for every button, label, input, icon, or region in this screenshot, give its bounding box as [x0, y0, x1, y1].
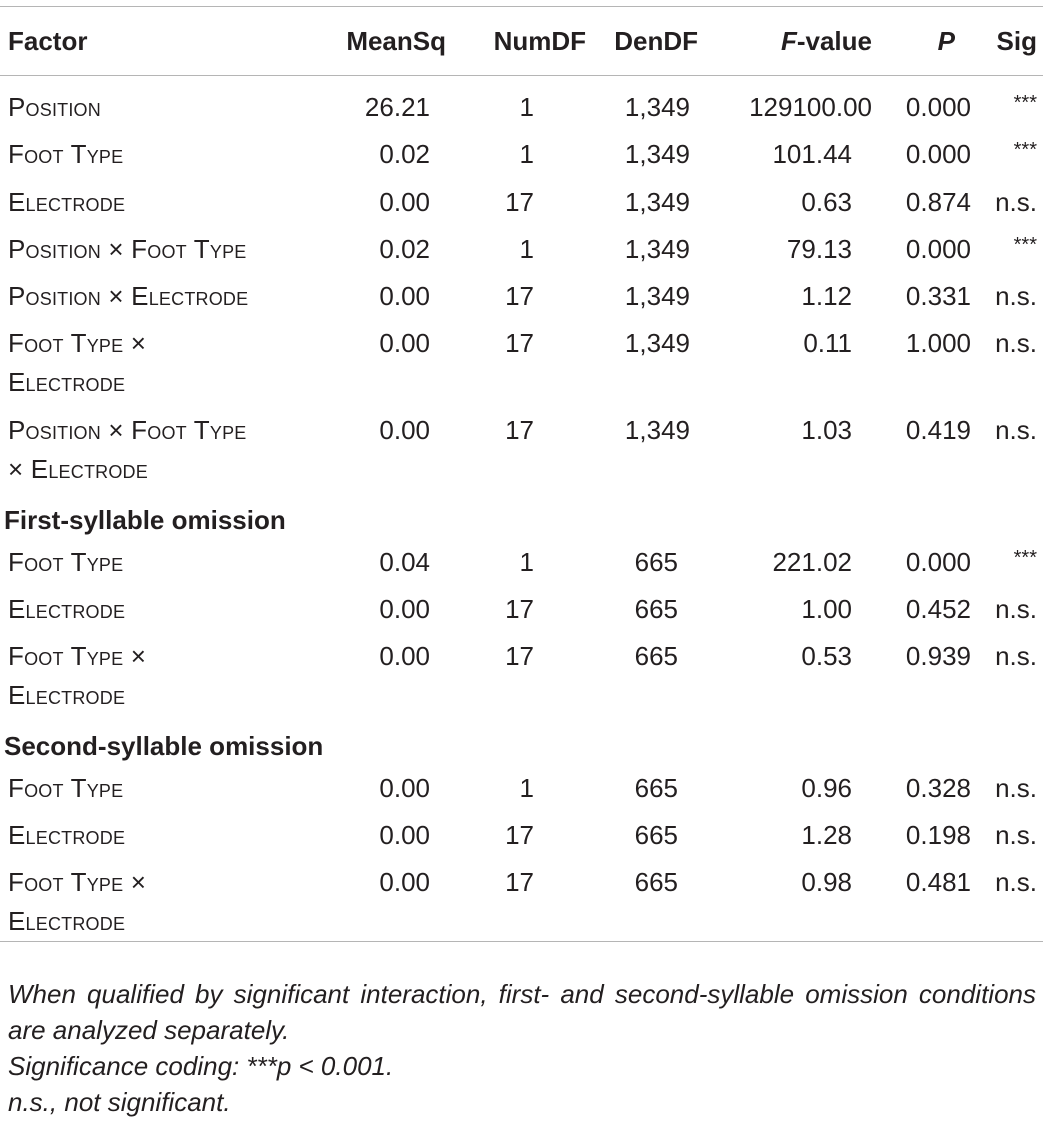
p-cell: 0.481 — [905, 867, 971, 898]
meansq-cell: 0.00 — [379, 772, 430, 803]
table-body — [0, 76, 1043, 942]
section-title: First-syllable omission — [4, 504, 286, 535]
sig-cell: n.s. — [995, 281, 1037, 312]
table-row — [0, 543, 1043, 590]
numdf-cell: 17 — [505, 820, 534, 851]
section-title: Second-syllable omission — [4, 730, 324, 761]
fvalue-cell: 221.02 — [772, 546, 852, 577]
dendf-cell: 665 — [634, 546, 678, 577]
fvalue-cell: 101.44 — [772, 139, 852, 170]
meansq-cell: 0.04 — [379, 546, 430, 577]
factor-cell: Position — [8, 92, 101, 122]
factor-cell: Foot Type × Electrode — [8, 641, 147, 711]
sig-cell: *** — [1013, 139, 1037, 162]
dendf-cell: 665 — [634, 820, 678, 851]
p-cell: 0.452 — [905, 593, 971, 624]
factor-cell: Position × Foot Type — [8, 233, 247, 264]
table-row — [0, 230, 1043, 277]
p-cell: 0.328 — [905, 772, 971, 803]
meansq-cell: 0.02 — [379, 139, 430, 170]
header-dendf: DenDF — [614, 25, 698, 56]
meansq-cell: 0.00 — [379, 593, 430, 624]
p-cell: 0.939 — [905, 641, 971, 672]
sig-cell: n.s. — [995, 641, 1037, 672]
table-row — [0, 816, 1043, 863]
numdf-cell: 1 — [519, 92, 534, 122]
table-row — [0, 135, 1043, 182]
fvalue-cell: 0.11 — [803, 328, 852, 359]
p-cell: 0.331 — [905, 281, 971, 312]
dendf-cell: 1,349 — [624, 233, 690, 264]
header-factor: Factor — [8, 25, 88, 56]
header-fvalue-f: F — [780, 25, 797, 56]
fvalue-cell: 0.63 — [801, 186, 852, 217]
table-row — [0, 590, 1043, 637]
sig-cell: n.s. — [995, 772, 1037, 803]
header-fvalue-rest: -value — [796, 25, 872, 56]
dendf-cell: 665 — [634, 593, 678, 624]
factor-cell: Position × Electrode — [8, 281, 249, 312]
meansq-cell: 0.00 — [379, 281, 430, 312]
table-row — [0, 277, 1043, 324]
sig-cell: n.s. — [995, 593, 1037, 624]
numdf-cell: 17 — [505, 186, 534, 217]
factor-cell: Foot Type × Electrode — [8, 867, 147, 937]
fvalue-cell: 0.96 — [801, 772, 852, 803]
p-cell: 0.000 — [905, 139, 971, 170]
meansq-cell: 0.00 — [379, 820, 430, 851]
dendf-cell: 1,349 — [624, 281, 690, 312]
fvalue-cell: 0.98 — [801, 867, 852, 898]
header-sig: Sig — [996, 25, 1037, 56]
meansq-cell: 0.00 — [379, 641, 430, 672]
sig-cell: *** — [1013, 92, 1037, 114]
dendf-cell: 1,349 — [624, 139, 690, 170]
p-cell: 0.419 — [905, 415, 971, 446]
sig-cell: n.s. — [995, 867, 1037, 898]
header-row — [0, 7, 1043, 76]
header-numdf: NumDF — [493, 25, 586, 56]
sig-cell: n.s. — [995, 186, 1037, 217]
sig-cell: n.s. — [995, 328, 1037, 359]
meansq-cell: 0.00 — [379, 328, 430, 359]
dendf-cell: 665 — [634, 772, 678, 803]
factor-cell: Electrode — [8, 593, 126, 624]
numdf-cell: 1 — [519, 546, 534, 577]
fvalue-cell: 129100.00 — [749, 92, 872, 122]
p-cell: 0.198 — [905, 820, 971, 851]
p-cell: 1.000 — [905, 328, 971, 359]
sig-cell: n.s. — [995, 820, 1037, 851]
header-meansq: MeanSq — [346, 25, 446, 56]
numdf-cell: 1 — [519, 139, 534, 170]
meansq-cell: 0.00 — [379, 415, 430, 446]
numdf-cell: 17 — [505, 328, 534, 359]
fvalue-cell: 1.00 — [801, 593, 852, 624]
p-cell: 0.000 — [905, 233, 971, 264]
meansq-cell: 0.00 — [379, 867, 430, 898]
dendf-cell: 1,349 — [624, 92, 690, 122]
fvalue-cell: 0.53 — [801, 641, 852, 672]
numdf-cell: 17 — [505, 593, 534, 624]
meansq-cell: 0.00 — [379, 186, 430, 217]
anova-results-table — [0, 6, 1043, 942]
table-row — [0, 324, 1043, 411]
fvalue-cell: 1.12 — [801, 281, 852, 312]
factor-cell: Electrode — [8, 820, 126, 851]
dendf-cell: 1,349 — [624, 415, 690, 446]
sig-cell: n.s. — [995, 415, 1037, 446]
table-row — [0, 863, 1043, 942]
meansq-cell: 26.21 — [364, 92, 430, 122]
factor-cell: Foot Type — [8, 546, 124, 577]
numdf-cell: 17 — [505, 281, 534, 312]
table-footnotes — [8, 976, 1036, 1120]
p-cell: 0.874 — [905, 186, 971, 217]
footnote-analysis: When qualified by significant interaction, first- and second-syllable omission conditions are analyzed separately. — [8, 979, 1036, 1045]
numdf-cell: 17 — [505, 641, 534, 672]
section-row-second-syllable — [0, 724, 1043, 769]
dendf-cell: 665 — [634, 641, 678, 672]
numdf-cell: 17 — [505, 415, 534, 446]
table-row — [0, 411, 1043, 498]
section-row-first-syllable — [0, 498, 1043, 543]
dendf-cell: 1,349 — [624, 186, 690, 217]
numdf-cell: 17 — [505, 867, 534, 898]
header-p: P — [937, 25, 955, 56]
factor-cell: Foot Type × Electrode — [8, 328, 147, 398]
meansq-cell: 0.02 — [379, 233, 430, 264]
factor-cell: Position × Foot Type × Electrode — [8, 415, 247, 485]
sig-cell: *** — [1013, 233, 1037, 256]
factor-cell: Electrode — [8, 186, 126, 217]
fvalue-cell: 1.03 — [801, 415, 852, 446]
factor-cell: Foot Type — [8, 139, 124, 170]
dendf-cell: 665 — [634, 867, 678, 898]
table-row — [0, 183, 1043, 230]
dendf-cell: 1,349 — [624, 328, 690, 359]
numdf-cell: 1 — [519, 233, 534, 264]
fvalue-cell: 1.28 — [801, 820, 852, 851]
table-row — [0, 76, 1043, 136]
footnote-ns: n.s., not significant. — [8, 1087, 231, 1117]
fvalue-cell: 79.13 — [786, 233, 852, 264]
table-row — [0, 769, 1043, 816]
factor-cell: Foot Type — [8, 772, 124, 803]
header-fvalue — [706, 7, 890, 76]
numdf-cell: 1 — [519, 772, 534, 803]
p-cell: 0.000 — [905, 546, 971, 577]
footnote-significance-coding: Significance coding: ***p < 0.001. — [8, 1051, 394, 1081]
table-row — [0, 637, 1043, 724]
p-cell: 0.000 — [905, 92, 971, 122]
sig-cell: *** — [1013, 546, 1037, 569]
